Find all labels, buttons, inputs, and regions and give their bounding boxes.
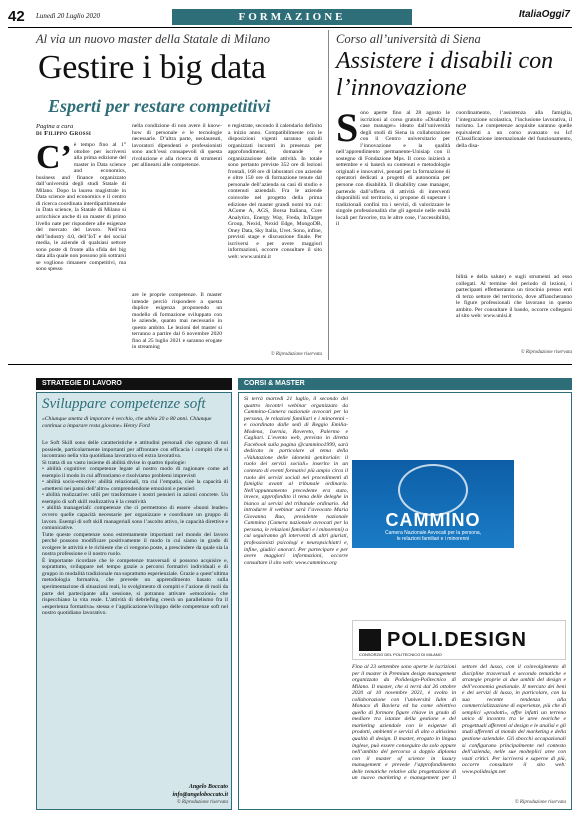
right-dropcap: S xyxy=(336,105,359,150)
cammino-caption-2: le relazioni familiari e i minorenni xyxy=(396,536,470,542)
cammino-logo-text: CAMMINO xyxy=(385,510,481,530)
polidesign-mark-icon xyxy=(359,629,381,651)
corsi-copyright: © Riproduzione riservata xyxy=(514,800,566,805)
column-divider xyxy=(328,30,329,360)
cammino-logo-box xyxy=(352,460,514,548)
polidesign-logo xyxy=(352,620,566,660)
right-headline: Assistere i disabili con l’innovazione xyxy=(336,48,554,101)
strategie-quote: «Chiunque smetta di imparare è vecchio, che abbia 20 o 80 anni. Chiunque continua a imparare resta giovane» Henry Ford xyxy=(42,416,212,429)
main-column-2b: are le proprie competenze. Il master intende perciò rispondere a questa duplice esigenza proponendo un modello di formazione sviluppato con le aziende, quanto mai necessario in questo ambito. Le lezioni del master si terranno a partire dal 6 novembre 2020 fino al 25 luglio 2021 e saranno erogate in streaming xyxy=(132,292,222,351)
strategie-p2: Si tratta di un vasto insieme di abilità divise in quattro tipologie: xyxy=(42,459,187,466)
byline-prefix: Pagina a cura xyxy=(36,123,74,130)
issue-date: Lunedì 20 Luglio 2020 xyxy=(36,12,100,20)
main-subhead: Esperti per restare competitivi xyxy=(48,96,271,116)
main-kicker: Al via un nuovo master della Statale di Milano xyxy=(36,32,270,46)
main-dropcap: C’ xyxy=(36,139,72,176)
polidesign-small: CONSORZIO DEL POLITECNICO DI MILANO xyxy=(359,652,442,657)
corsi-second-start xyxy=(244,752,348,804)
main-column-3: e registrate, secondo il calendario definito a inizio anno. Compatibilmente con le disposizioni vigenti saranno quindi organizzati incontri in presenza per approfondimenti, domande e organizzazione delle attività. In totale sono pertanto previste 352 ore di lezioni frontali, 168 ore di laboratori con aziende e oltre 150 ore di formazione tenute dal personale dell’azienda su casi di studio e contenuti aziendali. Fra le aziende coinvolte nel progetto della prima edizione del master grandi nomi tra cui: ACome A, AGS, Borsa Italiana, Core Analytics, Energy Way, Freda, InTarget Group, Nexid, Nexid Edge, MongoDB, Oney Data, Sky Italia, Uvet. Sono, infine, previsti stage e discussione finale. Per iscriversi e per avere maggiori informazioni, occorre consultare il sito web: www.unimi.it xyxy=(228,123,322,260)
main-col1-text: è tempo fino al 1° ottobre per iscriversi alla prima edizione del master in Data science and economics, business and finance organizzato dall’università degli studi Statale di Milano. Dopo la laurea magistrale in Data science and economics e il centro di ricerca coordinata interdipartimentale in Data science, la Statale di Milano si arricchisce anche di un master di primo livello nate per rispondere alle esigenze del mercato del lavoro. Nell’era dell’industry 4.0, dell’IoT e dei social media, le aziende di qualsiasi settore sono poste di fronte alla sfida dei big data alla quale non possono più sottrarsi se vogliono rimanere competitivi, ma sono spesso xyxy=(36,142,126,273)
strategie-p5: • abilità realizzative: utili per trasformare i nostri pensieri in azioni concrete. Un esempio di soft skill realizzativa è la creatività xyxy=(42,492,228,505)
main-copyright: © Riproduzione riservata xyxy=(270,352,322,357)
strategie-copyright: © Riproduzione riservata xyxy=(176,800,228,805)
strategie-p7: Tutte queste competenze sono estremamente importanti nel mondo del lavoro perché possono modificare positivamente il modo in cui siamo in grado di svolgere le attività e le richieste che ci vengono poste, a prescindere da quale sia la nostra professione e il nostro ruolo. xyxy=(42,531,228,558)
header-rule xyxy=(8,27,572,28)
corsi-second: Fino al 23 settembre sono aperte le iscrizioni per il master in Premium design management organizzato da Polidesign-Politecnico di Milano. Il master, che si terrà dal 26 ottobre 2020 al 10 novembre 2021, è svolto in collaborazione con l’università Iulm di Monaco di Baviera ed ha come obiettivo quello di formare figure chiave in grado di mediare tra istanze della gestione e del marketing aziendale con le esigenze di prodotti, ambienti e servizi di alto o altissima qualità di design. Il master, erogato in lingua inglese, può essere conseguito da solo oppure nell’ambito del percorso a doppio diploma con il master of science in luxury management e prevede l’approfondimento delle tematiche relative alla progettazione di un nuovo marketing e management per il settore del lusso, con il coinvolgimento di discipline trasversali e secondo tematiche e strategie proprie ai due ambiti del design e dell’economia gestionale. Il mercato dei beni e dei servizi di lusso, in particolare, con la sua recente tendenza alla commercializzazione di esperienze, più che di semplici «prodotti», offre infatti un terreno unico di incontro tra le aree teoriche e progettuali afferenti al design e le analisi e gli studi afferenti al mondo del marketing e della gestione aziendale. Gli sbocchi occupazionali si configurano principalmente nel contesto dell’azienda, nelle sue molteplici aree con vasti critici. Per iscriversi e saperne di più, occorre consultare il sito web: www.polidesign.net xyxy=(352,664,566,782)
byline-author: di Filippo Grossi xyxy=(36,130,92,137)
corsi-second-continued xyxy=(352,548,566,618)
cammino-caption xyxy=(352,530,514,542)
main-column-2a: nella condizione di non avere il know-how di personale e le tecnologie necessarie. D’altra parte, neolaureati, lavoratori dipendenti e professionisti sono anch’essi consapevoli di questa rivoluzione e alla ricerca di strumenti per allinearsi alle competenze. xyxy=(132,123,222,169)
strategie-p3: • abilità cognitive: competenze legate al nostro modo di ragionare come ad esempio il modo in cui affrontiamo e risolviamo problemi imprevisti xyxy=(42,466,228,479)
corsi-tag: CORSI & MASTER xyxy=(238,378,572,390)
main-headline: Gestire i big data xyxy=(38,49,266,86)
strategie-p1: Le Soft Skill sono delle caratteristiche e attitudini personali che ognuno di noi possiede, particolarmente importanti per affrontare con efficacia i compiti che si incontrano nella vita quotidiana lavorativa ed extra lavorativa. xyxy=(42,440,228,460)
mid-rule xyxy=(8,364,572,365)
strategie-tag: STRATEGIE DI LAVORO xyxy=(36,378,232,390)
strategie-author: Angelo Boccato xyxy=(188,784,228,790)
right-column-1 xyxy=(336,105,450,350)
strategie-body xyxy=(42,440,228,745)
right-column-2b: bilità e della salute) e sugli strumenti ad esso collegati. Al termine del periodo di lezioni, i partecipanti effettueranno un tirocinio presso enti di terzo settore del territorio, dove affiancheranno le figure professionali che lavorano in questo ambito. Per consultare il bando, occorre collegarsi al sito web: www.unisi.it xyxy=(456,274,572,320)
strategie-title: Sviluppare competenze soft xyxy=(42,396,206,412)
right-col1-text: ono aperte fino al 28 agosto le iscrizioni al corso gratuito «Disability case manager» ideato dall’università degli studi di Siena in collaborazione con il Centro universitario per l’innovazione e la qualità nell’apprendimento permanente-Unisiap con il sostegno di Fondazione Mps. Il corso inizierà a settembre e si baserà su contenuti e metodologie originali e innovativi, pensati per la formazione di operatori dedicati a progetti di autonomia per persone con disabilità. Il disability case manager, partendo dall’offerta di attività di interventi disponibili sul territorio, si propone di superare i tradizionali confini tra i servizi, di valorizzare le singole professionalità che gli agenzie nelle realtà locali per favorire, tra le altre cose, l’accessibilità, il xyxy=(336,110,450,228)
strategie-p4: • abilità socio-emotive: abilità relazionali, tra cui l’empatia, cioè la capacità di «mettersi nei panni dell’altro» comprendendone emozioni e pensieri xyxy=(42,479,228,492)
strategie-p8: È importante ricordare che le competenze trasversali si possono acquisire e, soprattutto, sviluppare nel tempo grazie a percorsi formativi individuali e di gruppo in modalità tradizionale ma soprattutto esperienziale. Grazie a quest’ultima metodologia formativa, che prevede un apprendimento basato sulla sperimentazione di situazioni reali, lo svolgimento di compiti e l’azione di ruoli da parte del partecipante alla sessione, si potranno attivare «emozioni» che rispecchiano la vita reale. L’attività di debriefing creerà un parallelismo fra il «esperienza formativa» stessa e l’applicazione/sviluppo delle competenze soft nel nostro quotidiano lavorativo. xyxy=(42,557,228,617)
publication-logo: ItaliaOggi7 xyxy=(518,9,570,20)
page-number: 42 xyxy=(8,8,25,25)
main-byline xyxy=(36,123,136,137)
cammino-caption-1: Camera Nazionale Avvocati per la persona, xyxy=(384,530,482,536)
polidesign-logo-text: POLI.DESIGN xyxy=(387,629,527,651)
strategie-email: info@angeloboccato.it xyxy=(172,792,228,798)
section-banner: FORMAZIONE xyxy=(172,9,412,25)
corsi-second-top xyxy=(466,396,568,456)
cammino-emblem-icon xyxy=(398,464,468,516)
strategie-p6: • abilità manageriali: competenze che ci permettono di essere «buoni leader» ovvero quelle capacità necessarie per organizzare e coordinare un gruppo di lavoro. Esempi di soft skill manageriali sono l’ascolto attivo, le capacità direttive e comunicative. xyxy=(42,505,228,532)
main-column-1 xyxy=(36,139,126,347)
right-kicker: Corso all’università di Siena xyxy=(336,32,481,46)
right-column-2a: coordinamento, l’assistenza alla famiglia, l’integrazione scolastica, l’inclusione lavorativa, il turismo. Le competenze acquisite saranno quelle equivalenti a un corso avanzato su Icf (Classificazione internazionale del funzionamento, della disa- xyxy=(456,110,572,149)
right-copyright: © Riproduzione riservata xyxy=(520,350,572,355)
corsi-lead: Si terrà martedì 21 luglio, il secondo dei quattro incontri webinar organizzato da Cammino-Camera nazionale avvocati per la persona, le relazioni familiari e i minorenni - e coordinato dalle sedi di Reggio Emilia-Modena, Isernia, Rovereto, Palermo e Cagliari. L’evento web, previsto in diretta Facebook sulla pagina @cammino1999, sarà dedicato in particolare al tema della «Valutazione delle idoneità genitoriale: il ruolo dei servizi sociali» inserito in un contesto di eventi formativi più ampio circa il ruolo dei servizi sociali nei procedimenti di famiglia avanti al tribunale ordinario. Nell’appuntamento precedente era stato, invece, approfondito il tema delle deleghe in bianco ai servizi del tribunale ordinario. Ad introdurre il webinar sarà l’avvocato Maria Giovanna Ruo, presidente nazionale Cammino (Camera nazionale avvocati per la persona, le relazioni familiari e i minorenni) a cui seguiranno gli interventi di altri giuristi, professionisti psicologi e neuropsichiatri e, infine, giudici onorari. Per partecipare e per avere maggiori informazioni, occorre consultare il sito web: www.cammino.org xyxy=(244,396,348,566)
